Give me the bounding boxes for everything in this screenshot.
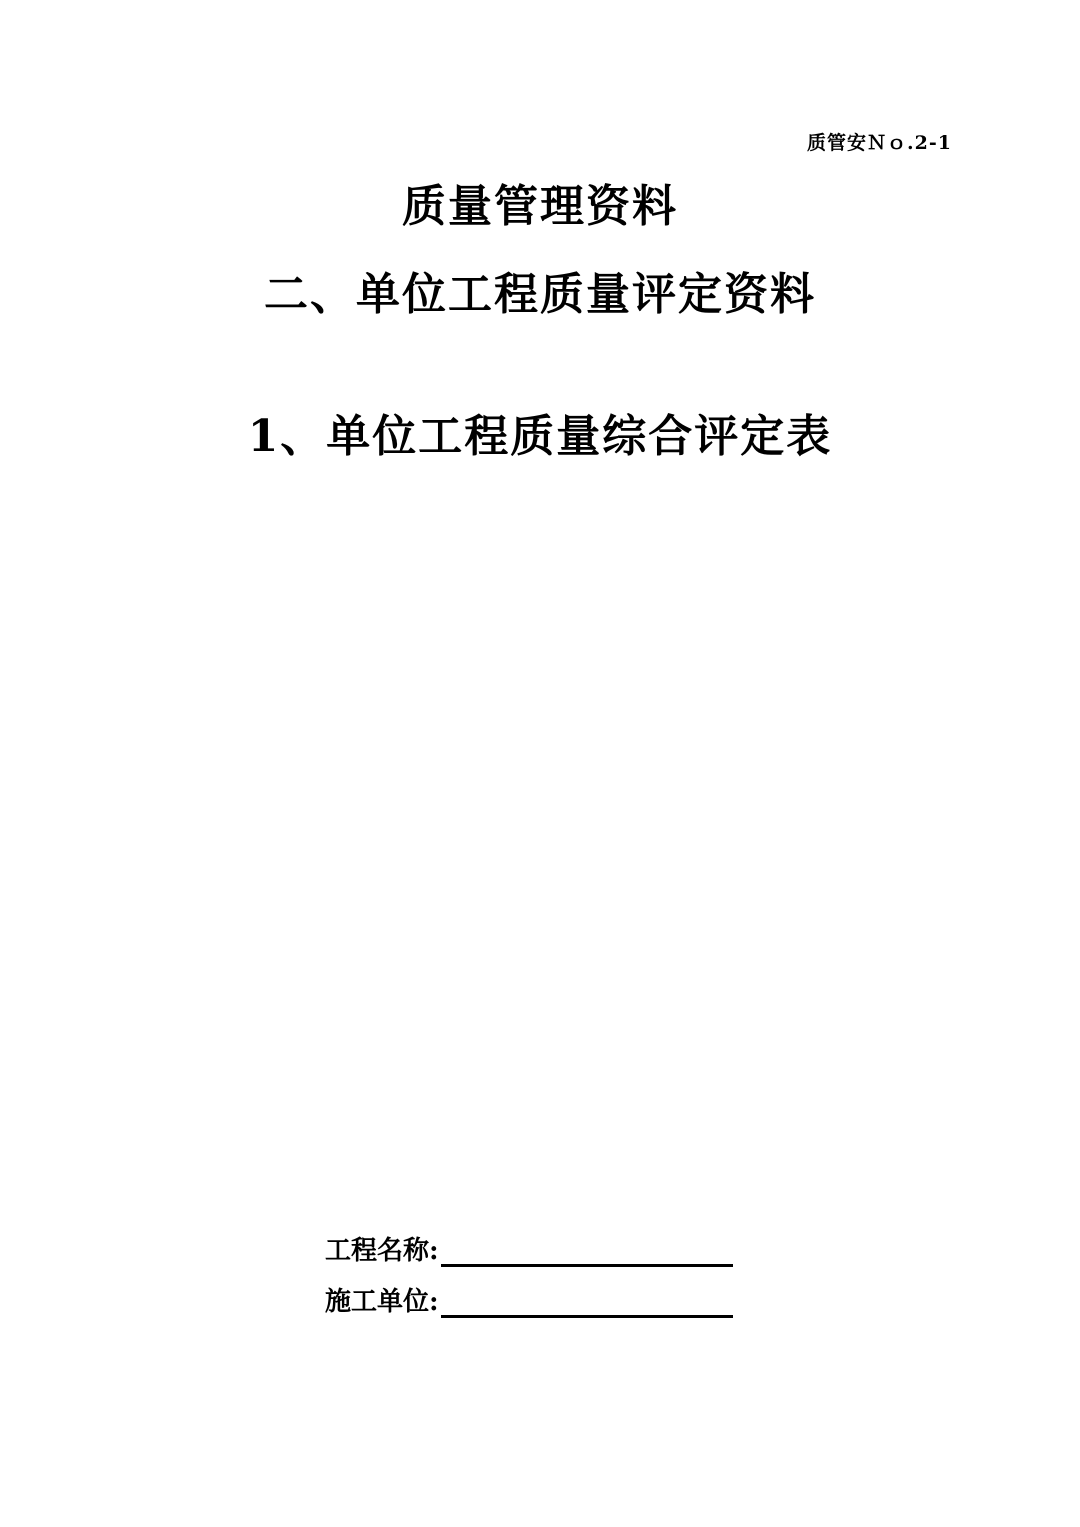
form-title: 1、单位工程质量综合评定表	[247, 411, 833, 462]
project-name-field[interactable]	[441, 1234, 733, 1267]
section-title: 二、单位工程质量评定资料	[264, 269, 816, 320]
contractor-field[interactable]	[441, 1285, 733, 1318]
project-name-row	[325, 1230, 733, 1267]
project-name-label: 工程名称:	[325, 1236, 439, 1266]
contractor-row	[325, 1281, 733, 1318]
document-code: 质管安Ｎｏ.2-1	[807, 132, 952, 154]
main-title: 质量管理资料	[402, 181, 678, 232]
contractor-label: 施工单位:	[325, 1287, 439, 1317]
